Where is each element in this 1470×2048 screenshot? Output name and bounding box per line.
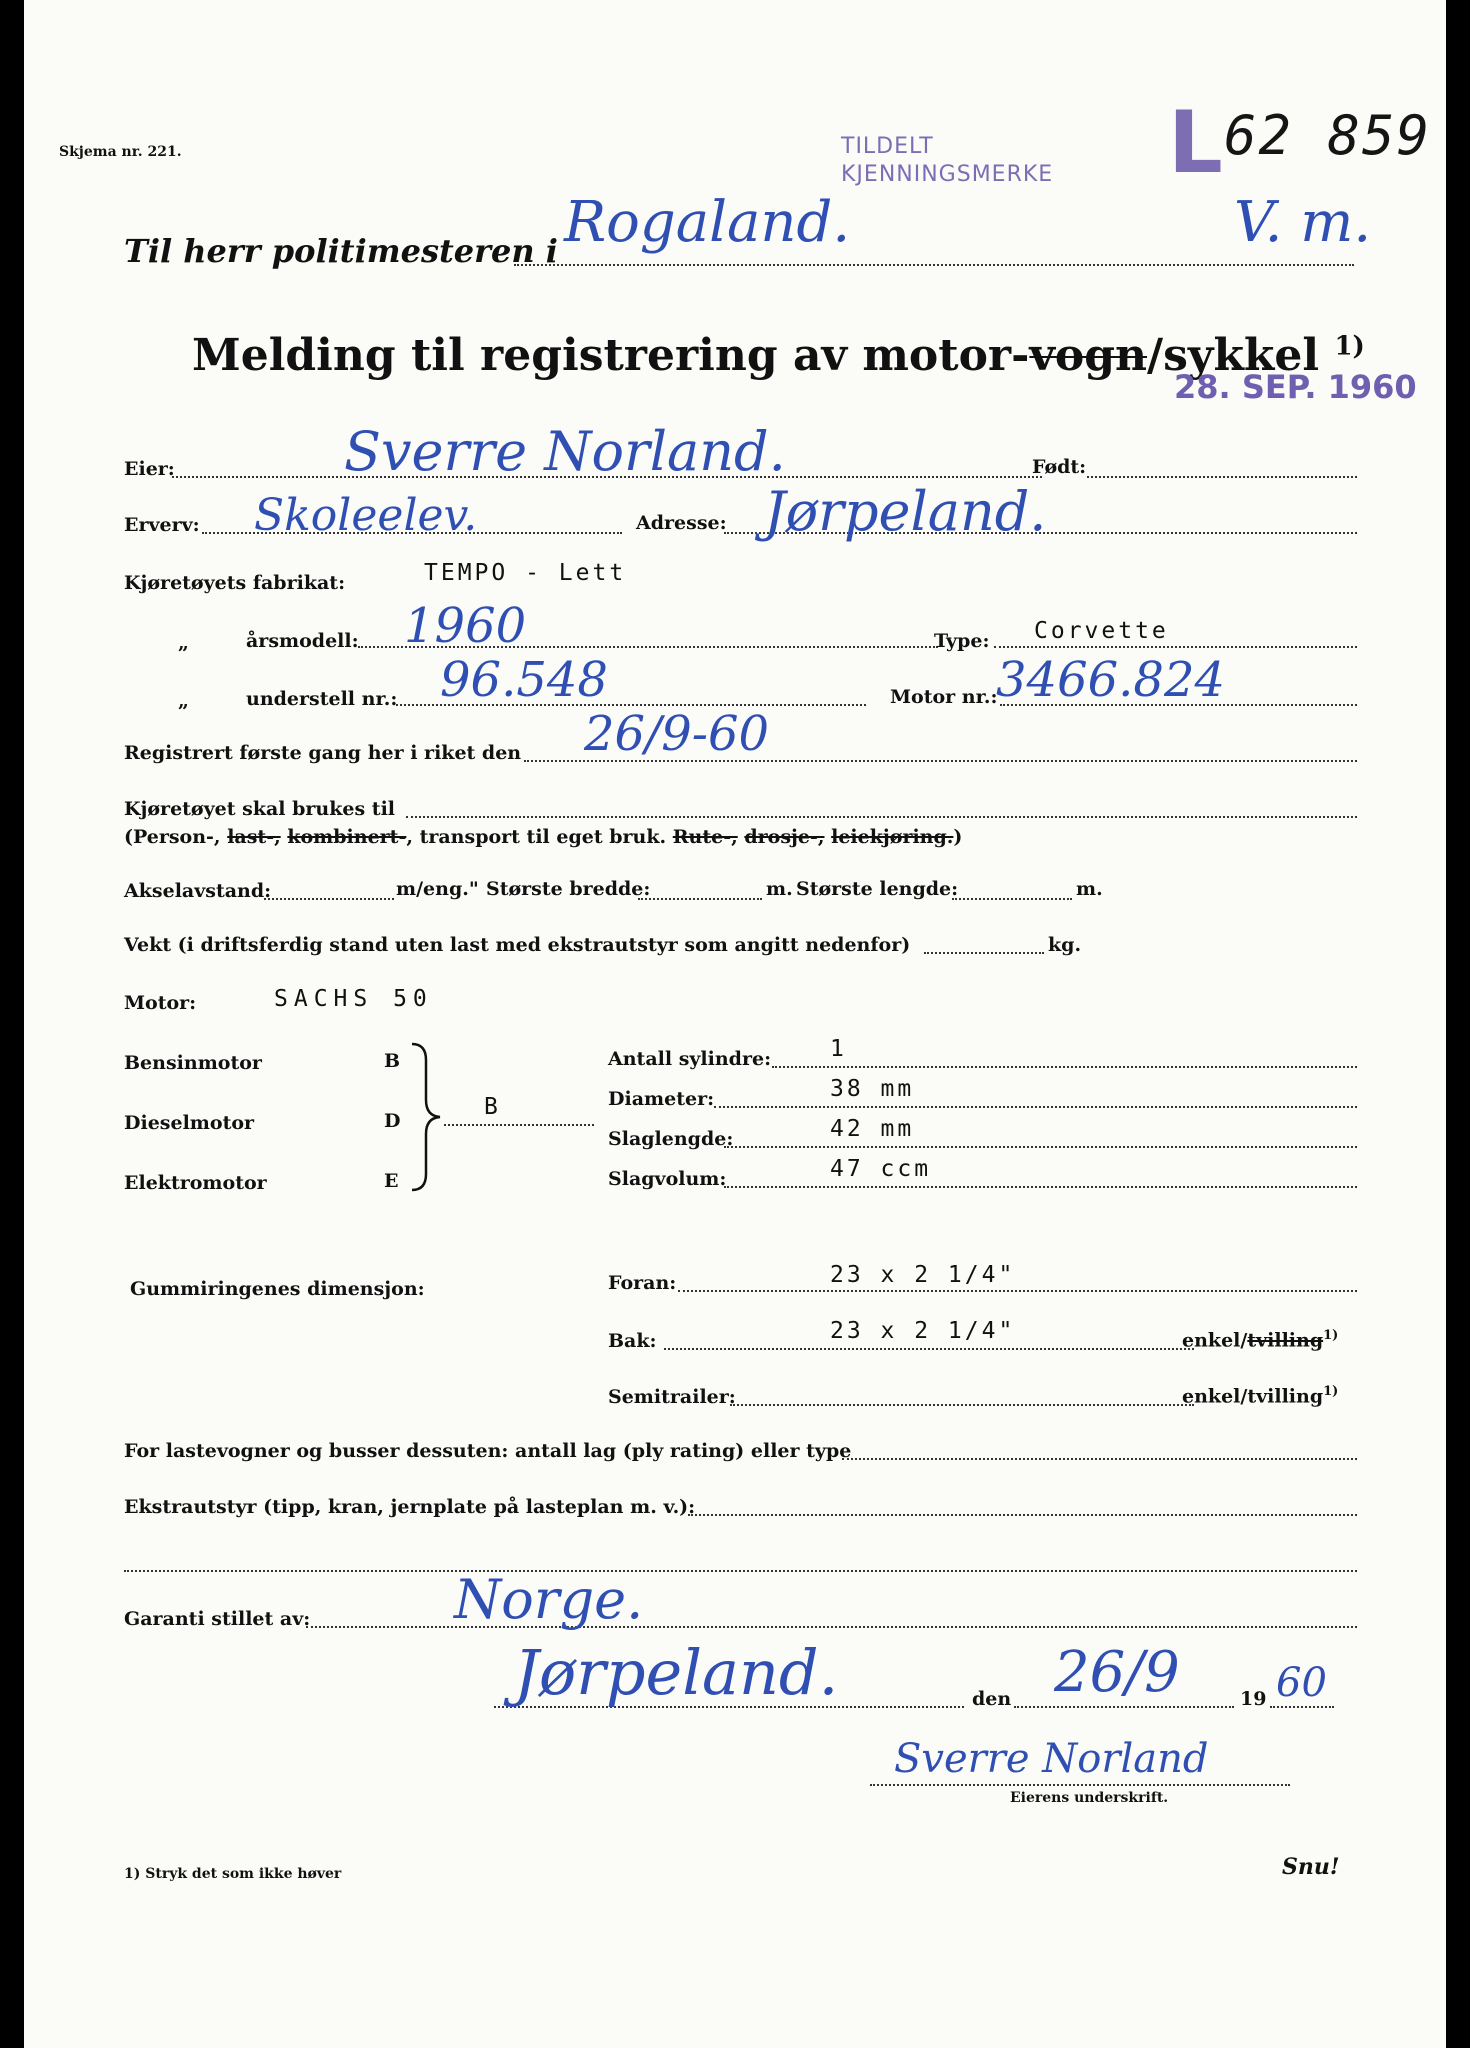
aksel-unit: m/eng." bbox=[396, 878, 479, 900]
bak-line bbox=[664, 1348, 1194, 1350]
elektro-code: E bbox=[384, 1170, 399, 1192]
owner-signature: Sverre Norland bbox=[894, 1736, 1209, 1782]
motor-label: Motor: bbox=[124, 992, 197, 1014]
signature-label: Eierens underskrift. bbox=[1010, 1790, 1169, 1806]
stamp-line-2: KJENNINGSMERKE bbox=[841, 162, 1054, 187]
motor-value: SACHS 50 bbox=[274, 986, 433, 1012]
use-close: ) bbox=[953, 826, 963, 848]
diameter-value: 38 mm bbox=[830, 1076, 915, 1102]
bensin-label: Bensinmotor bbox=[124, 1052, 262, 1074]
type-value: Corvette bbox=[1034, 618, 1169, 644]
diesel-label: Dieselmotor bbox=[124, 1112, 255, 1134]
semi-enkel-tvilling bbox=[1182, 1384, 1338, 1407]
erverv-value: Skoleelev. bbox=[254, 490, 478, 541]
motor-brace bbox=[406, 1042, 446, 1192]
slaglengde-line bbox=[724, 1146, 1357, 1148]
title-struck: vogn bbox=[1029, 330, 1148, 381]
sylindre-line bbox=[772, 1066, 1357, 1068]
semi-note: 1) bbox=[1323, 1384, 1339, 1399]
stamp-line-1: TILDELT bbox=[841, 134, 934, 159]
motor-nr-value: 3466.824 bbox=[996, 652, 1226, 708]
ekstra-label: Ekstrautstyr (tipp, kran, jernplate på lasteplan m. v.): bbox=[124, 1496, 696, 1518]
elektro-label: Elektromotor bbox=[124, 1172, 267, 1194]
diameter-line bbox=[714, 1106, 1357, 1108]
dimensjon-label: Gummiringenes dimensjon: bbox=[130, 1278, 425, 1300]
diameter-label: Diameter: bbox=[608, 1088, 715, 1110]
lastevogner-line bbox=[842, 1458, 1357, 1460]
sylindre-label: Antall sylindre: bbox=[608, 1048, 772, 1070]
garanti-value: Norge. bbox=[454, 1568, 644, 1631]
vekt-unit: kg. bbox=[1048, 934, 1082, 956]
slaglengde-label: Slaglengde: bbox=[608, 1128, 734, 1150]
garanti-label: Garanti stillet av: bbox=[124, 1608, 311, 1630]
ekstra-line bbox=[688, 1514, 1357, 1516]
quote-mark-2: „ bbox=[178, 690, 189, 712]
slagvolum-label: Slagvolum: bbox=[608, 1168, 727, 1190]
eier-value: Sverre Norland. bbox=[344, 420, 786, 483]
reg-first-label: Registrert første gang her i riket den bbox=[124, 742, 522, 764]
use-types bbox=[124, 826, 962, 848]
brukes-label: Kjøretøyet skal brukes til bbox=[124, 798, 396, 820]
ekstra-line-2 bbox=[124, 1570, 1357, 1572]
fodt-label: Født: bbox=[1032, 456, 1087, 478]
aksel-line bbox=[264, 898, 394, 900]
fabrikat-value: TEMPO - Lett bbox=[424, 560, 627, 586]
use-rute: Rute-, bbox=[672, 826, 738, 848]
semi-line bbox=[730, 1404, 1194, 1406]
footnote: 1) Stryk det som ikke høver bbox=[124, 1866, 342, 1882]
arsmodell-label: årsmodell: bbox=[246, 630, 359, 652]
fodt-line bbox=[1087, 476, 1357, 478]
adresse-label: Adresse: bbox=[636, 512, 727, 534]
lengde-unit: m. bbox=[1076, 878, 1103, 900]
vekt-label: Vekt (i driftsferdig stand uten last med ekstrautstyr som angitt nedenfor) bbox=[124, 934, 911, 956]
title-part-2: /sykkel bbox=[1147, 330, 1320, 381]
slagvolum-line bbox=[724, 1186, 1357, 1188]
signature-line bbox=[870, 1784, 1290, 1786]
registration-number: 62 859 bbox=[1224, 104, 1432, 167]
vekt-line bbox=[924, 952, 1044, 954]
use-kombinert: kombinert- bbox=[287, 826, 407, 848]
foran-line bbox=[678, 1290, 1357, 1292]
title-part-1: Melding til registrering av motor- bbox=[192, 330, 1030, 381]
use-person: (Person-, bbox=[124, 826, 221, 848]
lengde-line bbox=[952, 898, 1072, 900]
bensin-code: B bbox=[384, 1050, 401, 1072]
date-line bbox=[1014, 1706, 1234, 1708]
aksel-label: Akselavstand: bbox=[124, 880, 272, 902]
adresse-value: Jørpeland. bbox=[764, 480, 1047, 543]
year-prefix: 19 bbox=[1240, 1688, 1267, 1710]
motor-type-line bbox=[444, 1124, 594, 1126]
form-number: Skjema nr. 221. bbox=[59, 144, 182, 160]
date-stamp: 28. SEP. 1960 bbox=[1174, 368, 1417, 406]
use-transport: , transport til eget bruk. bbox=[406, 826, 667, 848]
year-suffix: 60 bbox=[1276, 1660, 1327, 1706]
reg-first-value: 26/9-60 bbox=[584, 706, 770, 762]
form-sheet bbox=[24, 0, 1446, 2048]
arsmodell-value: 1960 bbox=[404, 598, 527, 654]
use-last: last-, bbox=[227, 826, 281, 848]
foran-value: 23 x 2 1/4" bbox=[830, 1262, 1016, 1288]
understell-label: understell nr.: bbox=[246, 688, 398, 710]
semi-label: Semitrailer: bbox=[608, 1386, 736, 1408]
type-line bbox=[994, 646, 1357, 648]
type-label: Type: bbox=[934, 630, 990, 652]
addressee-line bbox=[514, 264, 1354, 266]
bak-note: 1) bbox=[1323, 1328, 1339, 1343]
bak-enkel: enkel/ bbox=[1182, 1329, 1248, 1352]
eier-label: Eier: bbox=[124, 458, 175, 480]
stamp-letter: L bbox=[1168, 93, 1223, 193]
lastevogner-label: For lastevogner og busser dessuten: antall lag (ply rating) eller type bbox=[124, 1440, 852, 1462]
bak-label: Bak: bbox=[608, 1330, 657, 1352]
fabrikat-label: Kjøretøyets fabrikat: bbox=[124, 572, 346, 594]
registration-stamp bbox=[839, 132, 1169, 194]
diesel-code: D bbox=[384, 1110, 401, 1132]
bak-enkel-tvilling bbox=[1182, 1328, 1338, 1351]
slaglengde-value: 42 mm bbox=[830, 1116, 915, 1142]
sylindre-value: 1 bbox=[830, 1036, 847, 1062]
addressee-label: Til herr politimesteren i bbox=[124, 232, 558, 270]
understell-value: 96.548 bbox=[440, 652, 608, 708]
place-value: Jørpeland. bbox=[514, 1636, 839, 1709]
slagvolum-value: 47 ccm bbox=[830, 1156, 932, 1182]
snu-note: Snu! bbox=[1282, 1854, 1340, 1880]
bak-value: 23 x 2 1/4" bbox=[830, 1318, 1016, 1344]
use-drosje: drosje-, bbox=[744, 826, 825, 848]
year-line bbox=[1270, 1706, 1334, 1708]
motor-type-value: B bbox=[484, 1094, 501, 1120]
bak-tvilling: tvilling bbox=[1247, 1329, 1324, 1352]
quote-mark-1: „ bbox=[178, 632, 189, 654]
addressee-note: V. m. bbox=[1234, 190, 1372, 255]
den-label: den bbox=[972, 1688, 1012, 1710]
semi-enkel: enkel/tvilling bbox=[1182, 1385, 1324, 1408]
motor-nr-label: Motor nr.: bbox=[890, 686, 998, 708]
title-note: 1) bbox=[1334, 331, 1365, 362]
lengde-label: Største lengde: bbox=[796, 878, 959, 900]
use-leie: leiekjøring. bbox=[831, 826, 954, 848]
brukes-line bbox=[406, 816, 1357, 818]
erverv-label: Erverv: bbox=[124, 514, 200, 536]
bredde-line bbox=[638, 898, 762, 900]
bredde-label: Største bredde: bbox=[486, 878, 651, 900]
bredde-unit: m. bbox=[766, 878, 793, 900]
date-value: 26/9 bbox=[1054, 1640, 1180, 1705]
addressee-value: Rogaland. bbox=[564, 190, 851, 255]
foran-label: Foran: bbox=[608, 1272, 677, 1294]
